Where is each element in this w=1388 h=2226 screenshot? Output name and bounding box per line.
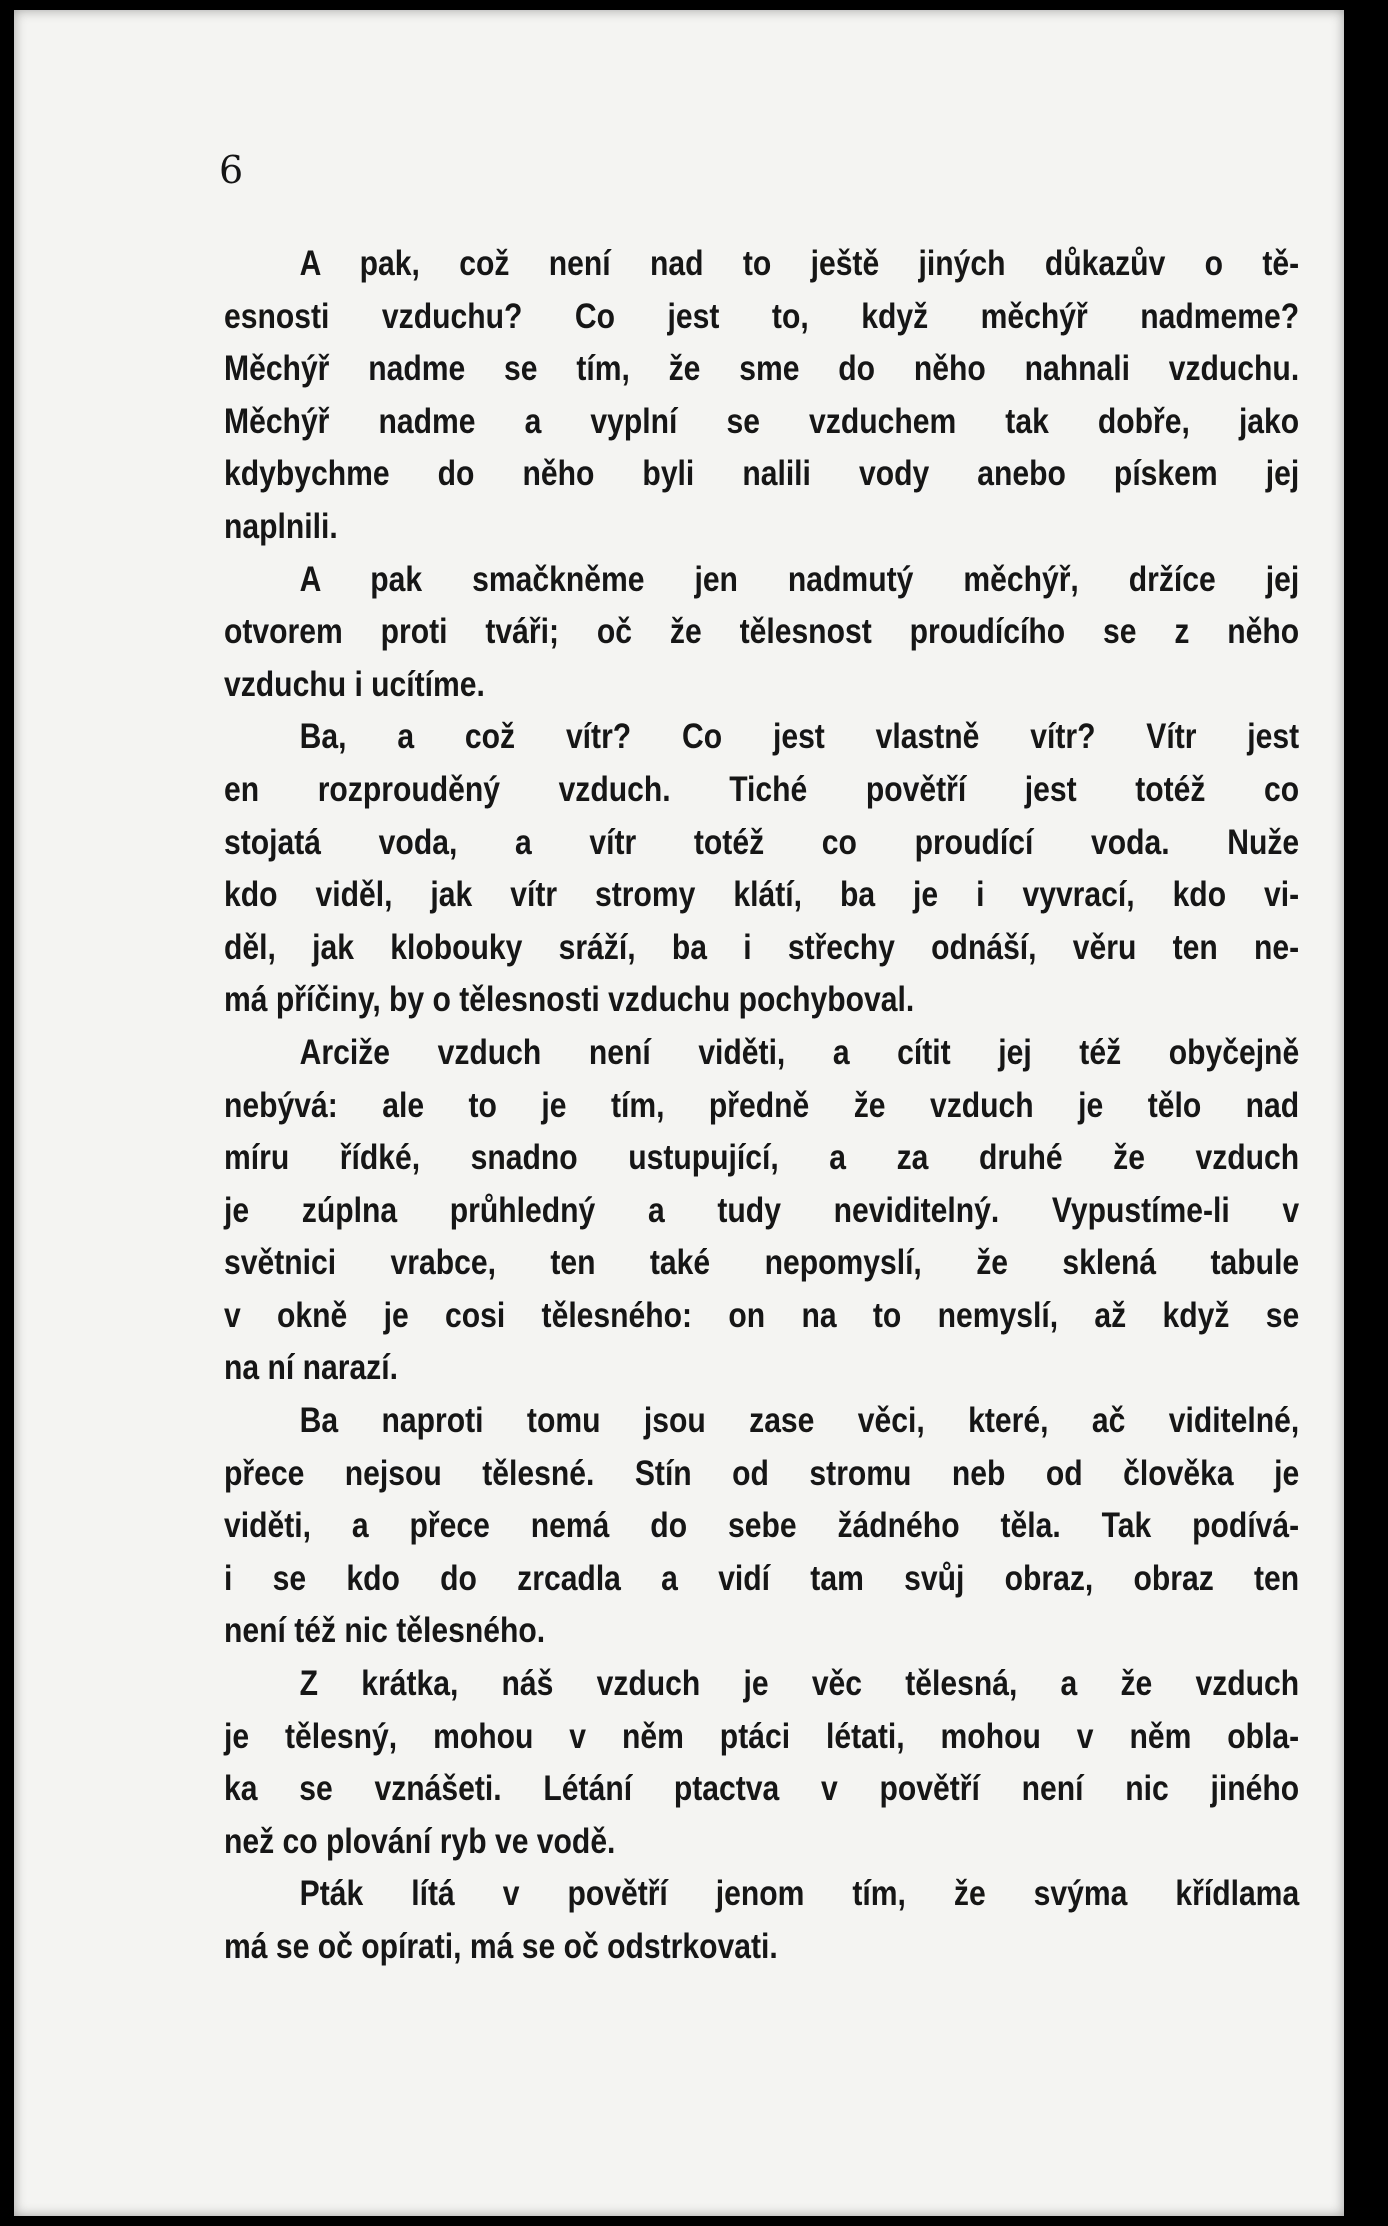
text-line: en rozprouděný vzduch. Tiché povětří jest totéž co <box>224 769 1300 809</box>
text-line: než co plování ryb ve vodě. <box>224 1821 616 1861</box>
text-line: otvorem proti tváři; oč že tělesnost proudícího se z něho <box>224 612 1300 652</box>
text-line: kdybychme do něho byli nalili vody anebo pískem jej <box>224 454 1300 494</box>
text-line: je tělesný, mohou v něm ptáci létati, mohou v něm obla- <box>224 1716 1300 1756</box>
text-line: na ní narazí. <box>224 1348 398 1388</box>
text-line: je zúplna průhledný a tudy neviditelný. Vypustíme-li v <box>224 1190 1300 1230</box>
text-line: světnici vrabce, ten také nepomyslí, že sklená tabule <box>224 1243 1300 1283</box>
book-page <box>14 10 1344 2216</box>
text-line: Ba naproti tomu jsou zase věci, které, ač viditelné, <box>299 1401 1300 1441</box>
text-line: děl, jak klobouky sráží, ba i střechy odnáší, věru ten ne- <box>224 927 1300 967</box>
body-text <box>224 238 1299 1974</box>
text-line: A pak, což není nad to ještě jiných důkazův o tě- <box>299 244 1300 283</box>
text-line: Ba, a což vítr? Co jest vlastně vítr? Vítr jest <box>299 717 1300 757</box>
text-line: Z krátka, náš vzduch je věc tělesná, a že vzduch <box>299 1664 1300 1704</box>
text-line: Měchýř nadme se tím, že sme do něho nahnali vzduchu. <box>224 349 1300 389</box>
text-line: Měchýř nadme a vyplní se vzduchem tak dobře, jako <box>224 401 1300 441</box>
text-line: míru řídké, snadno ustupující, a za druhé že vzduch <box>224 1138 1300 1178</box>
text-line: není též nic tělesného. <box>224 1611 546 1651</box>
text-line: kdo viděl, jak vítr stromy klátí, ba je i vyvrací, kdo vi- <box>224 875 1300 915</box>
text-line: stojatá voda, a vítr totéž co proudící voda. Nuže <box>224 822 1300 862</box>
text-line: A pak smačkněme jen nadmutý měchýř, držíce jej <box>299 559 1300 599</box>
text-line: Pták lítá v povětří jenom tím, že svýma křídlama <box>299 1874 1300 1914</box>
text-line: naplnili. <box>224 506 338 546</box>
text-line: má příčiny, by o tělesnosti vzduchu pochyboval. <box>224 980 915 1020</box>
text-line: přece nejsou tělesné. Stín od stromu neb od člověka je <box>224 1453 1300 1493</box>
text-line: esnosti vzduchu? Co jest to, když měchýř nadmeme? <box>224 296 1300 336</box>
text-line: vzduchu i ucítíme. <box>224 664 485 704</box>
text-line: nebývá: ale to je tím, předně že vzduch je tělo nad <box>224 1085 1300 1125</box>
text-line: Arciže vzduch není viděti, a cítit jej též obyčejně <box>299 1032 1300 1072</box>
text-line: viděti, a přece nemá do sebe žádného těla. Tak podívá- <box>224 1506 1300 1546</box>
page-number: 6 <box>219 148 244 192</box>
text-line: má se oč opírati, má se oč odstrkovati. <box>224 1927 778 1966</box>
text-line: ka se vznášeti. Létání ptactva v povětří není nic jiného <box>224 1769 1300 1809</box>
text-line: i se kdo do zrcadla a vidí tam svůj obraz, obraz ten <box>224 1558 1300 1598</box>
text-line: v okně je cosi tělesného: on na to nemyslí, až když se <box>224 1295 1300 1335</box>
